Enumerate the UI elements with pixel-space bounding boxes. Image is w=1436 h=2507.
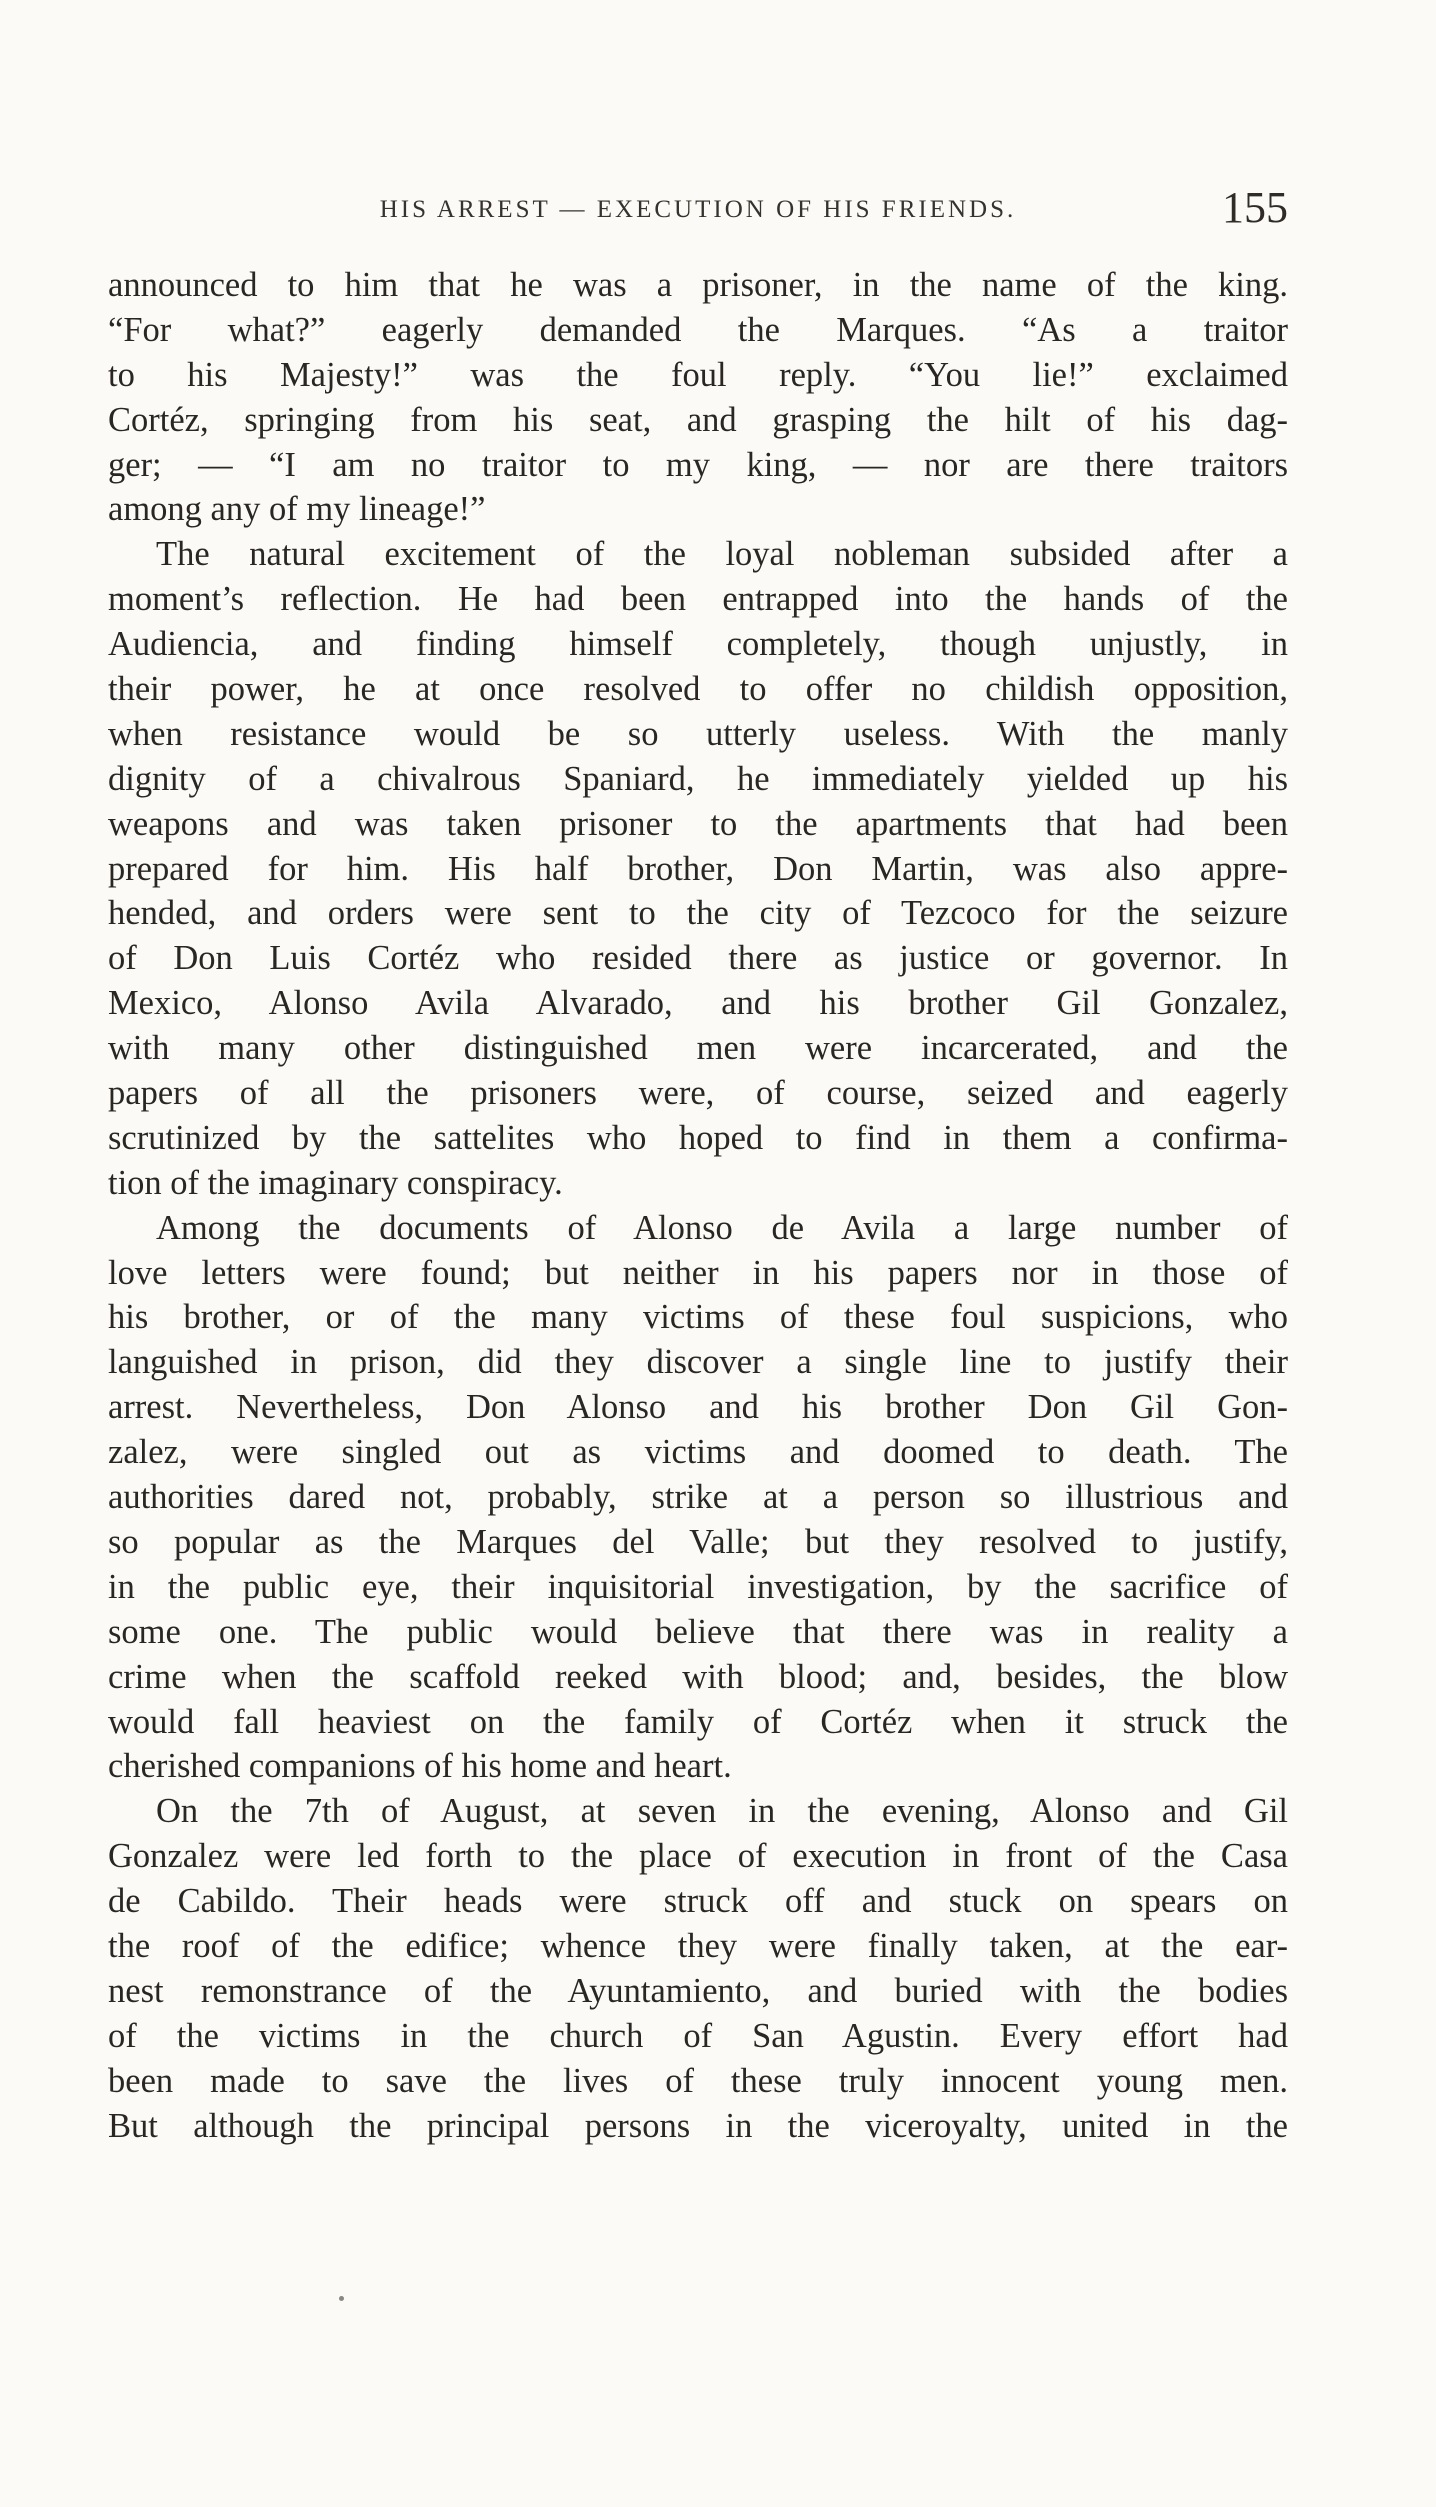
text-line: hended, and orders were sent to the city of Tezcoco for the seizure — [108, 894, 1288, 933]
text-line: scrutinized by the sattelites who hoped to find in them a confirma- — [108, 1118, 1288, 1157]
text-line: in the public eye, their inquisitorial investigation, by the sacrifice of — [108, 1567, 1288, 1606]
text-line: some one. The public would believe that there was in reality a — [108, 1612, 1288, 1651]
text-line: dignity of a chivalrous Spaniard, he immediately yielded up his — [108, 759, 1288, 798]
text-line: of the victims in the church of San Agustin. Every effort had — [108, 2016, 1288, 2055]
text-line: Among the documents of Alonso de Avila a large number of — [156, 1208, 1288, 1247]
text-line: announced to him that he was a prisoner, in the name of the king. — [108, 266, 1288, 304]
text-line: Cortéz, springing from his seat, and grasping the hilt of his dag- — [108, 400, 1288, 439]
text-line: with many other distinguished men were incarcerated, and the — [108, 1029, 1288, 1068]
text-line: love letters were found; but neither in his papers nor in those of — [108, 1253, 1288, 1292]
text-line: the roof of the edifice; whence they were finally taken, at the ear- — [108, 1926, 1288, 1965]
text-line: languished in prison, did they discover a single line to justify their — [108, 1343, 1288, 1382]
text-line: zalez, were singled out as victims and doomed to death. The — [108, 1433, 1288, 1472]
paper-speck — [339, 2296, 344, 2301]
text-line: ger; — “I am no traitor to my king, — nor are there traitors — [108, 445, 1288, 484]
text-line: so popular as the Marques del Valle; but they resolved to justify, — [108, 1522, 1288, 1561]
text-line: of Don Luis Cortéz who resided there as justice or governor. In — [108, 939, 1288, 978]
text-line: Gonzalez were led forth to the place of execution in front of the Casa — [108, 1837, 1288, 1876]
text-line: tion of the imaginary conspiracy. — [108, 1163, 563, 1202]
text-line: authorities dared not, probably, strike at a person so illustrious and — [108, 1478, 1288, 1517]
text-line: among any of my lineage!” — [108, 490, 486, 529]
text-line: prepared for him. His half brother, Don Martin, was also appre- — [108, 849, 1288, 888]
text-line: moment’s reflection. He had been entrapped into the hands of the — [108, 580, 1288, 619]
text-line: On the 7th of August, at seven in the evening, Alonso and Gil — [156, 1792, 1288, 1831]
text-line: “For what?” eagerly demanded the Marques. “As a traitor — [108, 310, 1288, 349]
running-title: HIS ARREST — EXECUTION OF HIS FRIENDS. — [379, 196, 1017, 223]
text-line: crime when the scaffold reeked with blood; and, besides, the blow — [108, 1657, 1288, 1696]
text-line: arrest. Nevertheless, Don Alonso and his brother Don Gil Gon- — [108, 1388, 1288, 1427]
text-line: de Cabildo. Their heads were struck off and stuck on spears on — [108, 1882, 1288, 1921]
text-line: But although the principal persons in the viceroyalty, united in the — [108, 2106, 1288, 2145]
page-number: 155 — [1222, 183, 1288, 232]
text-line: The natural excitement of the loyal nobleman subsided after a — [156, 535, 1288, 574]
text-line: papers of all the prisoners were, of course, seized and eagerly — [108, 1074, 1288, 1113]
text-line: his brother, or of the many victims of these foul suspicions, who — [108, 1298, 1288, 1337]
text-line: weapons and was taken prisoner to the apartments that had been — [108, 804, 1288, 843]
text-line: their power, he at once resolved to offer no childish opposition, — [108, 670, 1288, 709]
body-text — [108, 263, 1288, 2148]
text-line: would fall heaviest on the family of Cortéz when it struck the — [108, 1702, 1288, 1741]
text-line: when resistance would be so utterly useless. With the manly — [108, 714, 1288, 753]
text-line: Audiencia, and finding himself completely, though unjustly, in — [108, 625, 1288, 664]
running-head — [108, 182, 1288, 242]
text-line: been made to save the lives of these truly innocent young men. — [108, 2061, 1288, 2100]
text-line: cherished companions of his home and heart. — [108, 1747, 732, 1786]
text-line: Mexico, Alonso Avila Alvarado, and his brother Gil Gonzalez, — [108, 984, 1288, 1023]
text-line: nest remonstrance of the Ayuntamiento, and buried with the bodies — [108, 1971, 1288, 2010]
text-line: to his Majesty!” was the foul reply. “You lie!” exclaimed — [108, 355, 1288, 394]
